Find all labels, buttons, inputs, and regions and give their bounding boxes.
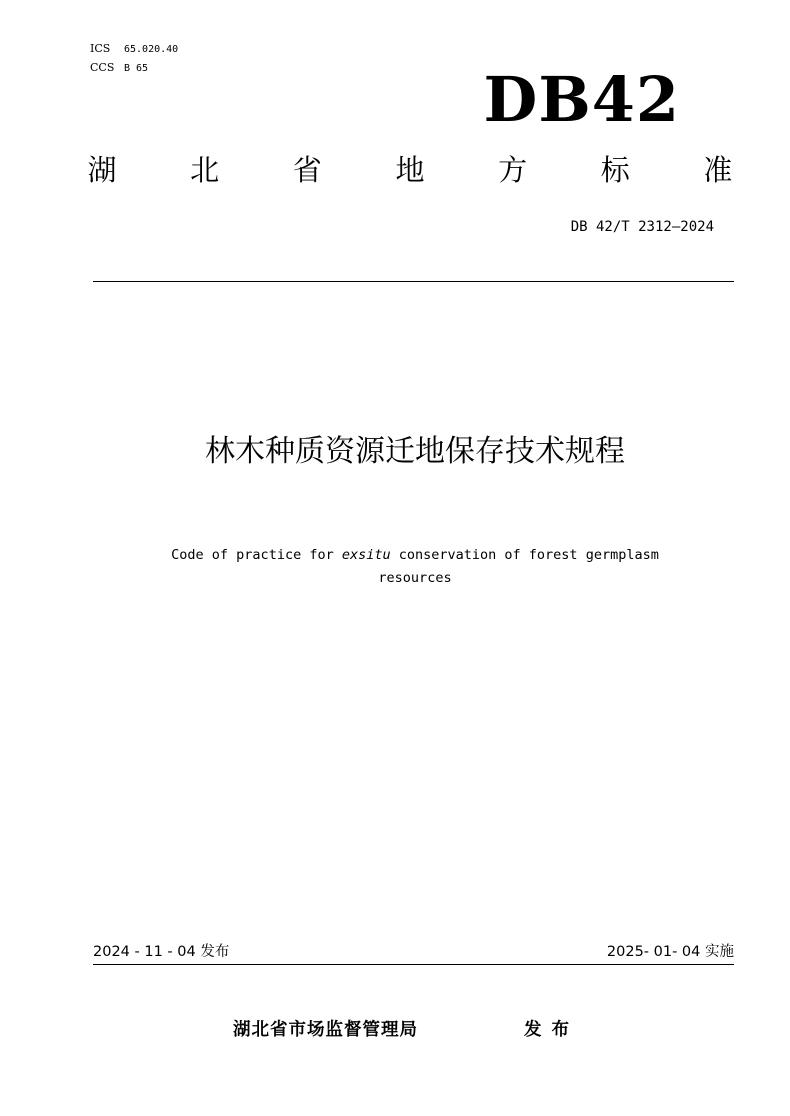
issuing-authority: 湖北省市场监督管理局 [233,1020,418,1040]
region-char: 准 [703,153,733,187]
db-code: DB42 [483,63,680,136]
english-title [120,544,710,590]
region-char: 湖 [87,153,117,187]
bottom-divider [93,964,734,965]
implementation-date: 2025- 01- 04 实施 [606,944,734,960]
region-char: 地 [395,153,425,187]
english-title-italic: exsitu [341,547,391,563]
english-title-line-2: resources [378,570,452,586]
standard-number: DB 42/T 2312—2024 [570,219,714,235]
region-char: 方 [498,153,528,187]
region-char: 标 [600,153,630,187]
ics-value: 65.020.40 [124,44,179,55]
ics-line [90,40,178,59]
chinese-title: 林木种质资源迁地保存技术规程 [205,434,625,469]
region-char: 北 [190,153,220,187]
english-title-after: conservation of forest germplasm [390,547,659,563]
issue-date: 2024 - 11 - 04 发布 [93,944,230,960]
ccs-label: CCS [90,61,115,74]
issue-label: 发布 [524,1020,579,1040]
ccs-line [90,59,178,78]
english-title-before: Code of practice for [171,547,342,563]
english-title-line-1 [120,544,710,567]
region-char: 省 [292,153,322,187]
ics-label: ICS [90,42,111,55]
top-divider [93,281,734,282]
ccs-value: B 65 [124,63,149,74]
region-standard-heading [86,148,734,192]
classification-codes [90,40,178,78]
